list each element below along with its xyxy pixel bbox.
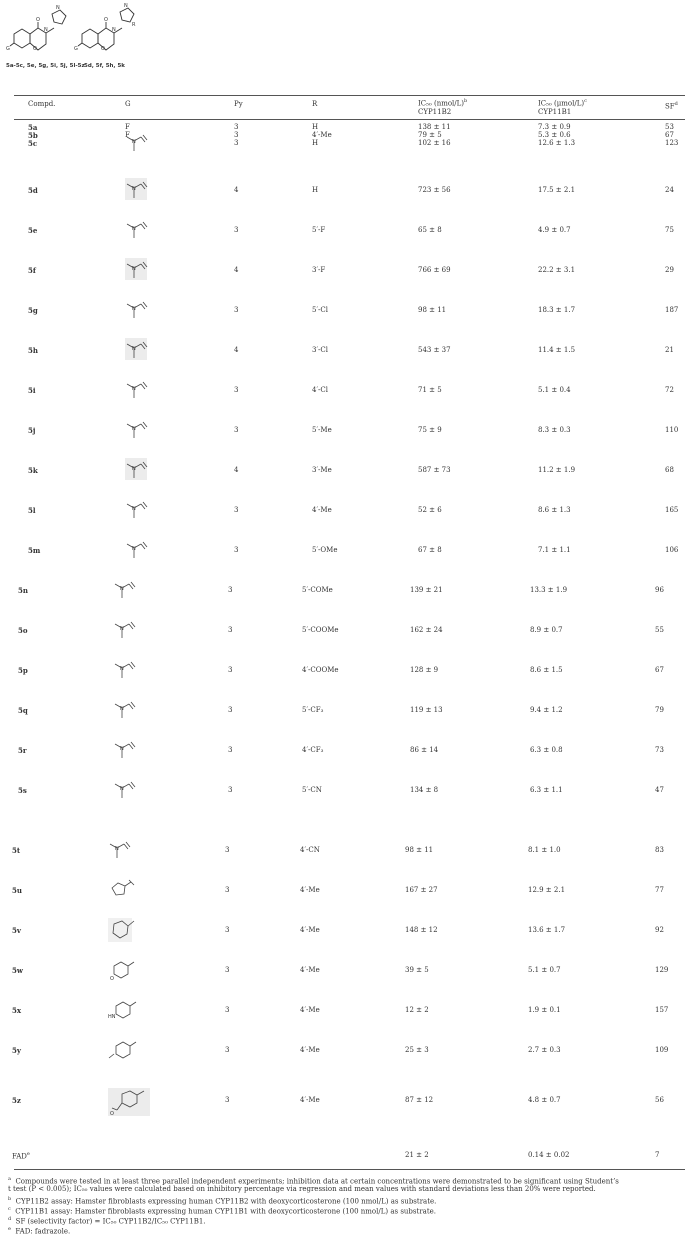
cell-sf: 165 [665, 506, 679, 514]
scaffold-structure-drawings [0, 0, 140, 62]
cell-py: 3 [234, 306, 239, 314]
cell-b2: 75 ± 9 [418, 426, 442, 434]
svg-text:N: N [132, 466, 136, 472]
cell-b1: 5.1 ± 0.4 [538, 386, 571, 394]
footnote-a-cont [8, 1185, 596, 1194]
cell-compd: 5b [28, 131, 38, 140]
substituent-structure-icon [108, 918, 138, 944]
svg-text:O: O [110, 976, 114, 982]
cell-sf: 187 [665, 306, 679, 314]
substituent-structure-icon [108, 1038, 138, 1064]
cell-py: 3 [228, 626, 233, 634]
cell-compd: 5n [18, 586, 28, 595]
scaffold-caption-1: 5a-5c, 5e, 5g, 5i, 5j, 5l-5z [6, 63, 85, 69]
cell-b1: 7.1 ± 1.1 [538, 546, 571, 554]
svg-text:N: N [132, 186, 136, 192]
cell-py: 3 [234, 139, 239, 147]
scaffold-structures [0, 0, 700, 80]
table-header-rule [14, 119, 685, 120]
cell-compd: 5q [18, 706, 28, 715]
cell-b2: 128 ± 9 [410, 666, 439, 674]
svg-text:N: N [124, 3, 128, 9]
svg-text:HN: HN [108, 1014, 116, 1020]
cell-b2: 67 ± 8 [418, 546, 442, 554]
svg-text:N: N [132, 426, 136, 432]
substituent-structure-icon [108, 878, 138, 902]
cell-compd: 5s [18, 786, 27, 795]
cell-py: 3 [228, 706, 233, 714]
cell-r: 5′-CF₃ [302, 706, 324, 714]
cell-sf: 92 [655, 926, 664, 934]
cell-compd: 5f [28, 266, 36, 275]
svg-text:N: N [56, 5, 60, 11]
cell-compd: 5r [18, 746, 27, 755]
cell-compd: 5a [28, 123, 38, 132]
cell-py: 4 [234, 266, 239, 274]
cell-py: 3 [234, 546, 239, 554]
cell-py: 3 [234, 426, 239, 434]
substituent-structure-icon [113, 658, 139, 682]
header-compd: Compd. [28, 100, 56, 108]
cell-b2: 52 ± 6 [418, 506, 442, 514]
footnote-a-cont-text: t test (P < 0.005); IC₅₀ values were calculated based on inhibitory percentage via regression and mean values with standard deviations less than 20% were reported. [8, 1185, 596, 1193]
cell-sf: 56 [655, 1096, 664, 1104]
cell-compd: 5l [28, 506, 36, 515]
svg-text:N: N [44, 27, 48, 33]
cell-compd: 5m [28, 546, 41, 555]
cell-r: 3′-Cl [312, 346, 329, 354]
cell-b2: 167 ± 27 [405, 886, 438, 894]
cell-b1: 11.2 ± 1.9 [538, 466, 576, 474]
cell-sf: 106 [665, 546, 679, 554]
cell-b2: 21 ± 2 [405, 1151, 429, 1159]
svg-text:N: N [132, 139, 136, 145]
cell-b2: 71 ± 5 [418, 386, 442, 394]
cell-compd: 5j [28, 426, 36, 435]
svg-text:N: N [132, 546, 136, 552]
svg-text:O: O [36, 17, 40, 23]
cell-b1: 18.3 ± 1.7 [538, 306, 576, 314]
cell-b1: 12.6 ± 1.3 [538, 139, 576, 147]
substituent-structure-icon [108, 998, 138, 1024]
cell-compd: 5h [28, 346, 38, 355]
svg-text:G: G [74, 46, 78, 52]
substituent-structure-icon [125, 178, 151, 202]
svg-text:O: O [110, 1111, 114, 1117]
cell-b1: 8.3 ± 0.3 [538, 426, 571, 434]
header-sf-mark: d [674, 101, 678, 107]
cell-b2: 12 ± 2 [405, 1006, 429, 1014]
header-ic50-b1-line1: IC₅₀ (μmol/L) [538, 99, 585, 108]
svg-text:O: O [33, 46, 37, 52]
cell-b2: 102 ± 16 [418, 139, 451, 147]
cell-r: 4′-Cl [312, 386, 329, 394]
substituent-structure-icon [108, 838, 134, 862]
cell-sf: 24 [665, 186, 674, 194]
cell-b2: 86 ± 14 [410, 746, 439, 754]
cell-py: 3 [228, 586, 233, 594]
header-sf [665, 100, 678, 111]
cell-g: F [125, 131, 130, 139]
cell-r: 4′-CN [300, 846, 320, 854]
cell-b2: 25 ± 3 [405, 1046, 429, 1054]
cell-b2: 543 ± 37 [418, 346, 451, 354]
cell-r: 4′-Me [300, 1046, 320, 1054]
footnote-d-mark: d [8, 1216, 12, 1222]
cell-b2: 119 ± 13 [410, 706, 443, 714]
cell-g: F [125, 123, 130, 131]
cell-b1: 9.4 ± 1.2 [530, 706, 563, 714]
cell-py: 3 [225, 846, 230, 854]
cell-py: 4 [234, 466, 239, 474]
cell-b2: 98 ± 11 [418, 306, 447, 314]
cell-r: 5′-F [312, 226, 326, 234]
cell-py: 3 [234, 123, 239, 131]
cell-sf: 67 [665, 131, 674, 139]
cell-r: 4′-Me [300, 1006, 320, 1014]
cell-r: 4′-Me [300, 886, 320, 894]
cell-sf: 73 [655, 746, 664, 754]
footnote-c-text: CYP11B1 assay: Hamster fibroblasts expressing human CYP11B1 with deoxycorticosterone (100 nmol/L) as substrate. [15, 1207, 437, 1216]
cell-r: 3′-Me [312, 466, 332, 474]
substituent-structure-icon [113, 578, 139, 602]
footnote-b-mark: b [8, 1196, 12, 1202]
cell-b1: 11.4 ± 1.5 [538, 346, 576, 354]
cell-sf: 68 [665, 466, 674, 474]
header-ic50-b2 [418, 97, 467, 117]
cell-b1: 5.1 ± 0.7 [528, 966, 561, 974]
cell-r: 4′-Me [300, 966, 320, 974]
cell-compd: 5t [12, 846, 21, 855]
svg-text:R: R [132, 22, 136, 28]
cell-r: 5′-Me [312, 426, 332, 434]
scaffold-caption-2: 5d, 5f, 5h, 5k [84, 63, 125, 69]
cell-b2: 98 ± 11 [405, 846, 434, 854]
cell-py: 3 [225, 1096, 230, 1104]
substituent-structure-icon [113, 738, 139, 762]
cell-b1: 1.9 ± 0.1 [528, 1006, 561, 1014]
substituent-structure-icon [125, 418, 151, 442]
cell-py: 3 [234, 506, 239, 514]
cell-r: 4′-COOMe [302, 666, 339, 674]
cell-b1: 6.3 ± 0.8 [530, 746, 563, 754]
substituent-structure-icon [125, 218, 151, 242]
footnote-d-text: SF (selectivity factor) = IC₅₀ CYP11B2/IC₅₀ CYP11B1. [15, 1217, 206, 1226]
cell-sf: 53 [665, 123, 674, 131]
header-ic50-b2-line2: CYP11B2 [418, 108, 452, 117]
cell-sf: 75 [665, 226, 674, 234]
cell-py: 3 [225, 966, 230, 974]
cell-b1: 13.3 ± 1.9 [530, 586, 568, 594]
cell-b1: 4.8 ± 0.7 [528, 1096, 561, 1104]
cell-b1: 8.6 ± 1.5 [530, 666, 563, 674]
cell-py: 4 [234, 346, 239, 354]
cell-b2: 138 ± 11 [418, 123, 451, 131]
cell-r: 4′-Me [312, 506, 332, 514]
substituent-structure-icon [125, 258, 151, 282]
svg-text:N: N [120, 626, 124, 632]
cell-compd: 5v [12, 926, 21, 935]
cell-sf: 157 [655, 1006, 669, 1014]
cell-b2: 87 ± 12 [405, 1096, 434, 1104]
cell-compd: 5i [28, 386, 36, 395]
footnote-b-text: CYP11B2 assay: Hamster fibroblasts expressing human CYP11B2 with deoxycorticosterone (100 nmol/L) as substrate. [15, 1197, 437, 1206]
header-ic50-b2-line1: IC₅₀ (nmol/L) [418, 99, 465, 108]
header-r: R [312, 100, 318, 108]
cell-b1: 5.3 ± 0.6 [538, 131, 571, 139]
svg-text:N: N [132, 346, 136, 352]
cell-sf: 67 [655, 666, 664, 674]
cell-b2: 134 ± 8 [410, 786, 439, 794]
cell-b1: 8.6 ± 1.3 [538, 506, 571, 514]
cell-compd: FAD$^e$ [12, 1151, 30, 1161]
substituent-structure-icon [108, 958, 138, 984]
cell-b1: 12.9 ± 2.1 [528, 886, 566, 894]
cell-py: 3 [225, 886, 230, 894]
cell-sf: 77 [655, 886, 664, 894]
substituent-structure-icon [125, 298, 151, 322]
cell-b2: 162 ± 24 [410, 626, 443, 634]
svg-text:N: N [120, 666, 124, 672]
svg-text:N: N [115, 846, 119, 852]
cell-sf: 72 [665, 386, 674, 394]
header-ic50-b1-mark: c [584, 98, 587, 104]
svg-text:N: N [132, 506, 136, 512]
cell-r: 4′-Me [300, 1096, 320, 1104]
cell-r: 5′-Cl [312, 306, 329, 314]
cell-b2: 148 ± 12 [405, 926, 438, 934]
cell-compd: 5w [12, 966, 23, 975]
cell-compd: 5o [18, 626, 28, 635]
cell-py: 3 [228, 746, 233, 754]
cell-b2: 766 ± 69 [418, 266, 451, 274]
table-bottom-rule [14, 1169, 685, 1170]
header-ic50-b2-mark: b [464, 98, 468, 104]
cell-b2: 39 ± 5 [405, 966, 429, 974]
footnote-a-text: Compounds were tested in at least three parallel independent experiments; inhibition data at certain concentrations were demonstrated to be significant using Student’s [15, 1177, 619, 1186]
table-top-rule [14, 95, 685, 96]
substituent-structure-icon [113, 778, 139, 802]
cell-b2: 65 ± 8 [418, 226, 442, 234]
svg-text:N: N [132, 226, 136, 232]
cell-sf: 109 [655, 1046, 669, 1054]
footnote-e-mark: e [8, 1226, 11, 1232]
cell-compd: 5p [18, 666, 28, 675]
header-ic50-b1 [538, 97, 587, 117]
cell-compd: 5k [28, 466, 38, 475]
cell-compd: 5e [28, 226, 38, 235]
svg-text:N: N [120, 706, 124, 712]
cell-b1: 0.14 ± 0.02 [528, 1151, 570, 1159]
cell-b1: 7.3 ± 0.9 [538, 123, 571, 131]
cell-compd-mark: e [26, 1151, 30, 1157]
cell-b2: 79 ± 5 [418, 131, 442, 139]
svg-text:O: O [104, 17, 108, 23]
cell-sf: 79 [655, 706, 664, 714]
cell-compd: 5d [28, 186, 38, 195]
cell-compd: 5x [12, 1006, 22, 1015]
cell-b1: 22.2 ± 3.1 [538, 266, 576, 274]
cell-compd: 5u [12, 886, 22, 895]
substituent-structure-icon [125, 338, 151, 362]
cell-b1: 17.5 ± 2.1 [538, 186, 576, 194]
substituent-structure-icon [113, 618, 139, 642]
footnote-e-text: FAD: fadrazole. [15, 1227, 71, 1236]
cell-py: 3 [225, 1006, 230, 1014]
cell-b1: 6.3 ± 1.1 [530, 786, 563, 794]
cell-r: 5′-OMe [312, 546, 338, 554]
cell-sf: 123 [665, 139, 679, 147]
cell-compd: 5g [28, 306, 38, 315]
cell-r: 4′-Me [312, 131, 332, 139]
cell-sf: 55 [655, 626, 664, 634]
cell-r: 4′-Me [300, 926, 320, 934]
cell-sf: 83 [655, 846, 664, 854]
substituent-structure-icon [125, 498, 151, 522]
svg-text:N: N [120, 746, 124, 752]
svg-text:N: N [132, 306, 136, 312]
header-ic50-b1-line2: CYP11B1 [538, 108, 572, 117]
svg-text:N: N [132, 266, 136, 272]
cell-r: 5′-COOMe [302, 626, 339, 634]
cell-b1: 8.1 ± 1.0 [528, 846, 561, 854]
cell-b2: 139 ± 21 [410, 586, 443, 594]
substituent-structure-icon [113, 698, 139, 722]
cell-r: 5′-COMe [302, 586, 333, 594]
cell-b2: 723 ± 56 [418, 186, 451, 194]
cell-py: 3 [234, 226, 239, 234]
substituent-structure-icon [108, 1088, 152, 1118]
svg-text:N: N [132, 386, 136, 392]
substituent-structure-icon [125, 538, 151, 562]
cell-b1: 8.9 ± 0.7 [530, 626, 563, 634]
cell-b1: 2.7 ± 0.3 [528, 1046, 561, 1054]
cell-py: 4 [234, 186, 239, 194]
svg-text:G: G [6, 46, 10, 52]
svg-text:N: N [120, 786, 124, 792]
cell-py: 3 [225, 1046, 230, 1054]
footnote-e [8, 1225, 70, 1237]
header-py: Py [234, 100, 243, 108]
substituent-structure-icon [125, 378, 151, 402]
cell-sf: 110 [665, 426, 679, 434]
substituent-structure-icon [125, 131, 151, 155]
cell-b1: 13.6 ± 1.7 [528, 926, 566, 934]
footnote-c-mark: c [8, 1206, 11, 1212]
cell-sf: 47 [655, 786, 664, 794]
cell-sf: 29 [665, 266, 674, 274]
cell-py: 3 [234, 386, 239, 394]
cell-r: 3′-F [312, 266, 326, 274]
cell-r: H [312, 186, 319, 194]
cell-compd: 5y [12, 1046, 21, 1055]
cell-b1: 4.9 ± 0.7 [538, 226, 571, 234]
cell-py: 3 [228, 786, 233, 794]
cell-py: 3 [228, 666, 233, 674]
cell-sf: 7 [655, 1151, 660, 1159]
svg-text:N: N [120, 586, 124, 592]
header-g: G [125, 100, 131, 108]
svg-text:O: O [101, 46, 105, 52]
svg-text:N: N [112, 27, 116, 33]
substituent-structure-icon [125, 458, 151, 482]
cell-b2: 587 ± 73 [418, 466, 451, 474]
footnote-a-mark: a [8, 1176, 11, 1182]
cell-sf: 21 [665, 346, 674, 354]
cell-py: 3 [234, 131, 239, 139]
cell-sf: 129 [655, 966, 669, 974]
cell-r: 4′-CF₃ [302, 746, 324, 754]
cell-py: 3 [225, 926, 230, 934]
cell-sf: 96 [655, 586, 664, 594]
cell-compd: 5c [28, 139, 38, 148]
header-sf-label: SF [665, 102, 675, 111]
cell-r: 5′-CN [302, 786, 322, 794]
cell-compd: 5z [12, 1096, 21, 1105]
cell-r: H [312, 123, 319, 131]
cell-r: H [312, 139, 319, 147]
